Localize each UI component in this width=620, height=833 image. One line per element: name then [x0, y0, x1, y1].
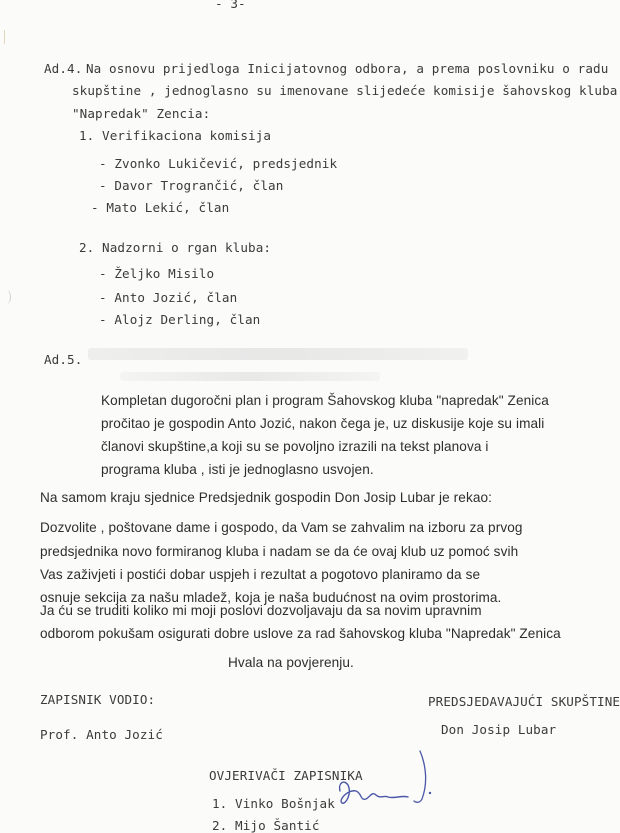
- recorder-title: ZAPISNIK VODIO:: [40, 692, 156, 707]
- page-number: - 3-: [215, 0, 246, 11]
- correction-smudge: [120, 372, 380, 381]
- chair-name: Don Josip Lubar: [441, 722, 557, 737]
- commission-2-member: - Anto Jozić, član: [99, 290, 238, 305]
- ad5-paragraph-line: programa kluba , isti je jednoglasno usvojen.: [101, 462, 374, 477]
- speech-line: Vas zaživjeti i postići dobar uspjeh i rezultat a pogotovo planiramo da se: [40, 567, 481, 582]
- ad5-paragraph-line: pročitao je gospodin Anto Jozić, nakon čega je, uz diskusije koje su imali: [101, 416, 545, 431]
- verifier-entry: 1. Vinko Bošnjak: [212, 796, 335, 811]
- ad5-paragraph-line: članovi skupštine,a koji su se povoljno izrazili na tekst planova i: [101, 439, 489, 454]
- speech-line: Ja ću se truditi koliko mi moji poslovi dozvoljavaju da sa novim upravnim: [40, 603, 482, 618]
- recorder-name: Prof. Anto Jozić: [40, 727, 163, 742]
- commission-2-title: 2. Nadzorni o rgan kluba:: [79, 240, 272, 255]
- ad4-text-line-1: Na osnovu prijedloga Inicijatovnog odbora, a prema poslovniku o radu: [86, 61, 609, 76]
- margin-mark: [4, 30, 8, 44]
- correction-smudge: [88, 348, 468, 360]
- commission-2-member: - Željko Misilo: [99, 266, 215, 281]
- margin-mark: [2, 290, 11, 304]
- commission-1-member: - Zvonko Lukičević, predsjednik: [99, 156, 338, 171]
- ad4-label: Ad.4.: [44, 61, 83, 76]
- ad5-label: Ad.5.: [44, 352, 83, 367]
- verifier-entry: 2. Mijo Šantić: [212, 818, 320, 833]
- ad4-text-line-2: skupštine , jednoglasno su imenovane slijedeće komisije šahovskog kluba: [72, 83, 618, 98]
- closing-intro: Na samom kraju sjednice Predsjednik gospodin Don Josip Lubar je rekao:: [40, 490, 493, 505]
- commission-1-title: 1. Verifikaciona komisija: [79, 128, 272, 143]
- speech-line: Dozvolite , poštovane dame i gospodo, da Vam se zahvalim na izboru za prvog: [40, 520, 523, 535]
- speech-line: odborom pokušam osigurati dobre uslove za rad šahovskog kluba "Napredak" Zenica: [40, 626, 561, 641]
- commission-2-member: - Alojz Derling, član: [99, 312, 261, 327]
- thanks-line: Hvala na povjerenju.: [228, 655, 354, 670]
- commission-1-member: - Mato Lekić, član: [91, 200, 230, 215]
- verifiers-title: OVJERIVAČI ZAPISNIKA: [209, 768, 363, 783]
- handwritten-signature: [322, 745, 442, 815]
- speech-line: osnuje sekcija za našu mladež, koja je naša budućnost na ovim prostorima.: [40, 590, 502, 605]
- ad5-paragraph-line: Kompletan dugoročni plan i program Šahovskog kluba "napredak" Zenica: [101, 393, 549, 408]
- commission-1-member: - Davor Trogrančić, član: [99, 178, 284, 193]
- speech-line: predsjednika novo formiranog kluba i nadam se da će ovaj klub uz pomoć svih: [40, 544, 519, 559]
- chair-title: PREDSJEDAVAJUĆI SKUPŠTINE: [428, 694, 620, 709]
- ad4-text-line-3: "Napredak" Zencia:: [72, 106, 211, 121]
